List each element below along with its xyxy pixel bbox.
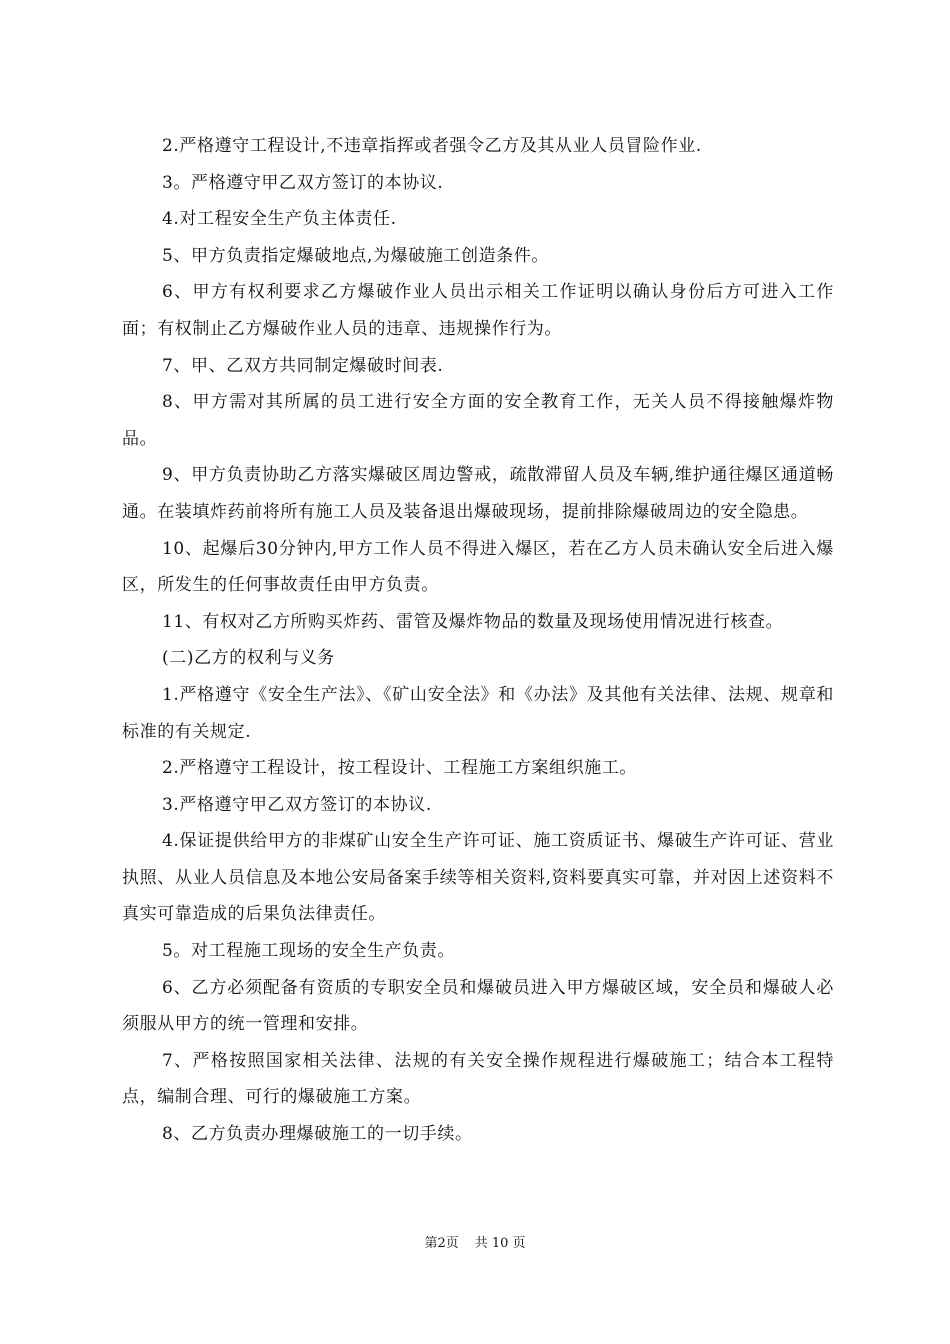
paragraph: 1.严格遵守《安全生产法》、《矿山安全法》和《办法》及其他有关法律、法规、规章和标准的有关规定. xyxy=(122,684,834,742)
paragraph: 2.严格遵守工程设计,不违章指挥或者强令乙方及其从业人员冒险作业. xyxy=(162,136,702,156)
document-body xyxy=(122,128,834,1153)
paragraph: 5、甲方负责指定爆破地点,为爆破施工创造条件。 xyxy=(162,245,550,266)
paragraph: 11、有权对乙方所购买炸药、雷管及爆炸物品的数量及现场使用情况进行核查。 xyxy=(162,611,784,632)
paragraph: 4.保证提供给甲方的非煤矿山安全生产许可证、施工资质证书、爆破生产许可证、营业执照、从业人员信息及本地公安局备案手续等相关资料,资料要真实可靠，并对因上述资料不真实可靠造成的后果负法律责任。 xyxy=(122,831,834,925)
paragraph: 2.严格遵守工程设计，按工程设计、工程施工方案组织施工。 xyxy=(162,758,638,779)
paragraph: 7、严格按照国家相关法律、法规的有关安全操作规程进行爆破施工；结合本工程特点，编制合理、可行的爆破施工方案。 xyxy=(122,1050,834,1108)
paragraph: 5。对工程施工现场的安全生产负责。 xyxy=(162,941,456,962)
paragraph: 8、甲方需对其所属的员工进行安全方面的安全教育工作，无关人员不得接触爆炸物品。 xyxy=(122,392,834,449)
paragraph: 10、起爆后30分钟内,甲方工作人员不得进入爆区，若在乙方人员未确认安全后进入爆区，所发生的任何事故责任由甲方负责。 xyxy=(122,538,834,596)
page-number: 第2页 xyxy=(424,1236,459,1251)
paragraph: 8、乙方负责办理爆破施工的一切手续。 xyxy=(162,1124,473,1145)
paragraph: 6、乙方必须配备有资质的专职安全员和爆破员进入甲方爆破区域，安全员和爆破人必须服从甲方的统一管理和安排。 xyxy=(122,977,834,1035)
paragraph: 4.对工程安全生产负主体责任. xyxy=(162,209,397,230)
page-footer xyxy=(0,1234,950,1254)
paragraph: 9、甲方负责协助乙方落实爆破区周边警戒，疏散滞留人员及车辆,维护通往爆区通道畅通。在装填炸药前将所有施工人员及装备退出爆破现场，提前排除爆破周边的安全隐患。 xyxy=(122,465,834,522)
paragraph: 3.严格遵守甲乙双方签订的本协议. xyxy=(162,794,432,815)
section-heading: (二)乙方的权利与义务 xyxy=(162,648,335,669)
page-total: 共 10 页 xyxy=(474,1236,526,1251)
paragraph: 6、甲方有权利要求乙方爆破作业人员出示相关工作证明以确认身份后方可进入工作面；有权制止乙方爆破作业人员的违章、违规操作行为。 xyxy=(122,282,834,339)
paragraph: 3。严格遵守甲乙双方签订的本协议. xyxy=(162,172,444,193)
paragraph: 7、甲、乙双方共同制定爆破时间表. xyxy=(162,355,444,376)
